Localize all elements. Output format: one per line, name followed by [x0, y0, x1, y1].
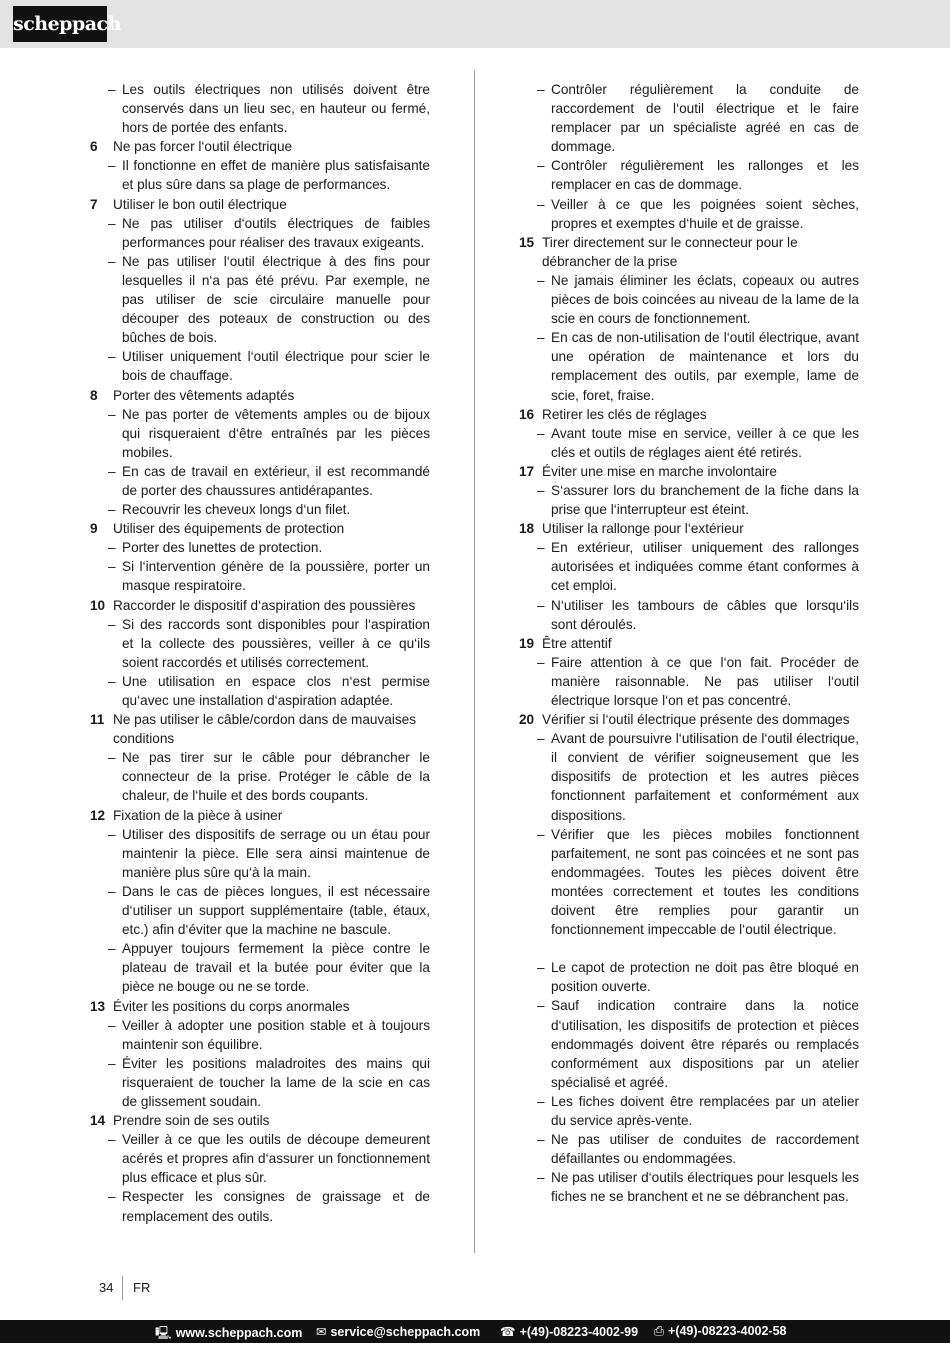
section-title: Ne pas forcer l‘outil électrique — [113, 139, 293, 155]
section-title: Utiliser des équipements de protection — [113, 521, 345, 537]
section-heading — [90, 710, 430, 748]
scheppach-logo: scheppach — [13, 6, 107, 42]
list-item-text: Veiller à ce que les outils de découpe demeurent acérés et propres afin d‘assurer un fonctionnement plus efficace et plus sûr. — [122, 1132, 430, 1186]
section-number: 18 — [519, 521, 535, 537]
section-title: Tirer directement sur le connecteur pour le débrancher de la prise — [542, 234, 798, 269]
list-item-text: Les outils électriques non utilisés doivent être conservés dans un lieu sec, en hauteur ou fermé, hors de portée des enfants. — [122, 82, 430, 136]
dash-bullet: – — [108, 826, 116, 842]
website-entry[interactable] — [155, 1324, 302, 1345]
section-title: Éviter une mise en marche involontaire — [542, 463, 777, 479]
list-item-text: Vérifier que les pièces mobiles fonctionnent parfaitement, ne sont pas coincées et ne sont pas endommagées. Toutes les pièces doivent être montées correctement et toutes les conditions doivent être remplies pour garantir un fonctionnement impeccable de l‘outil électrique. — [551, 826, 859, 938]
list-item — [519, 596, 859, 634]
section-title: Prendre soin de ses outils — [113, 1113, 270, 1129]
list-item — [519, 328, 859, 404]
dash-bullet: – — [537, 826, 545, 842]
list-item-text: Ne pas porter de vêtements amples ou de bijoux qui risqueraient d‘être entraînés par les pièces mobiles. — [122, 406, 430, 460]
section-number: 8 — [90, 387, 98, 403]
phone-text: +(49)-08223-4002-99 — [519, 1325, 639, 1339]
section-title: Porter des vêtements adaptés — [113, 387, 295, 403]
list-item — [90, 1054, 430, 1111]
phone-entry[interactable] — [500, 1324, 638, 1339]
list-item — [90, 252, 430, 347]
dash-bullet: – — [537, 654, 545, 670]
list-item — [519, 195, 859, 233]
page-number: 34 — [99, 1280, 114, 1295]
section-number: 10 — [90, 597, 106, 613]
list-item-text: En extérieur, utiliser uniquement des rallonges autorisées et indiquées comme étant conformes à cet emploi. — [551, 540, 859, 594]
section-number: 15 — [519, 234, 535, 250]
dash-bullet: – — [108, 1017, 116, 1033]
dash-bullet: – — [537, 196, 545, 212]
section-number: 6 — [90, 139, 98, 155]
list-item-text: Contrôler régulièrement les rallonges et les remplacer en cas de dommage. — [551, 158, 859, 193]
section-title: Fixation de la pièce à usiner — [113, 807, 283, 823]
section-title: Vérifier si l‘outil électrique présente des dommages — [542, 712, 850, 728]
dash-bullet: – — [537, 82, 545, 97]
section-heading — [90, 386, 430, 405]
list-item-text: En cas de non-utilisation de l‘outil électrique, avant une opération de maintenance et lors du remplacement des outils, par exemple, lame de scie, foret, fraise. — [551, 330, 859, 403]
list-item-text: Appuyer toujours fermement la pièce contre le plateau de travail et la butée pour éviter que la pièce ne bouge ou ne se torde. — [122, 941, 430, 995]
dash-bullet: – — [108, 1189, 116, 1205]
list-item-text: Veiller à ce que les poignées soient sèches, propres et exemptes d‘huile et de graisse. — [551, 196, 859, 231]
list-item-text: Recouvrir les cheveux longs d‘un filet. — [122, 502, 351, 518]
mail-icon: ✉ — [316, 1325, 327, 1339]
header-bar — [0, 0, 950, 48]
list-item — [90, 557, 430, 595]
computer-icon: 🖳 — [155, 1326, 172, 1340]
list-item-text: Veiller à adopter une position stable et à toujours maintenir son équilibre. — [122, 1017, 430, 1052]
section-number: 14 — [90, 1113, 106, 1129]
section-title: Retirer les clés de réglages — [542, 406, 707, 422]
section-heading — [90, 195, 430, 214]
list-item-text: Éviter les positions maladroites des mains qui risqueraient de toucher la lame de la scie en cas de glissement soudain. — [122, 1055, 430, 1109]
list-item-text: Une utilisation en espace clos n‘est permise qu‘avec une installation d‘aspiration adaptée. — [122, 673, 430, 708]
dash-bullet: – — [537, 998, 545, 1014]
section-number: 7 — [90, 196, 98, 212]
dash-bullet: – — [537, 482, 545, 498]
section-title: Utiliser la rallonge pour l‘extérieur — [542, 521, 744, 537]
list-item — [90, 882, 430, 939]
list-item-text: Sauf indication contraire dans la notice d‘utilisation, les dispositifs de protection et pièces endommagés doivent être réparés ou remplacés conformément aux dispositions par un atelier spécialisé et agréé. — [551, 998, 859, 1090]
list-item-text: Il fonctionne en effet de manière plus satisfaisante et plus sûre dans sa plage de performances. — [122, 158, 430, 193]
list-item-text: Si l‘intervention génère de la poussière, porter un masque respiratoire. — [122, 559, 430, 594]
website-text: www.scheppach.com — [175, 1326, 303, 1340]
list-item — [90, 156, 430, 194]
dash-bullet: – — [108, 1132, 116, 1148]
list-item — [90, 347, 430, 385]
contact-bar — [0, 1320, 950, 1343]
list-item-text: Avant toute mise en service, veiller à ce que les clés et outils de réglages aient été retirés. — [551, 425, 859, 460]
dash-bullet: – — [537, 330, 545, 346]
section-number: 20 — [519, 712, 535, 728]
list-item — [519, 156, 859, 194]
dash-bullet: – — [537, 272, 545, 288]
list-item-text: Utiliser uniquement l‘outil électrique pour scier le bois de chauffage. — [122, 349, 430, 384]
list-item-text: Ne pas tirer sur le câble pour débrancher le connecteur de la prise. Protéger le câble de la chaleur, de l‘huile et des bords coupants. — [122, 750, 430, 804]
section-heading — [90, 137, 430, 156]
dash-bullet: – — [108, 215, 116, 231]
list-item — [90, 939, 430, 996]
list-item — [90, 615, 430, 672]
section-number: 16 — [519, 406, 535, 422]
list-item-text: Utiliser des dispositifs de serrage ou un étau pour maintenir la pièce. Elle sera ainsi maintenue de manière plus sûre qu‘à la main. — [122, 826, 430, 880]
section-number: 13 — [90, 998, 106, 1014]
section-heading — [519, 634, 859, 653]
column-divider — [474, 70, 475, 1253]
fax-text: +(49)-08223-4002-58 — [668, 1324, 787, 1338]
section-heading — [519, 405, 859, 424]
list-item — [519, 729, 859, 824]
section-number: 9 — [90, 521, 98, 537]
dash-bullet: – — [108, 883, 116, 899]
section-heading — [519, 233, 859, 271]
list-item-text: Ne pas utiliser l‘outil électrique à des fins pour lesquelles il n‘a pas été prévu. Par exemple, ne pas utiliser de scie circulaire manuelle pour découper des poteaux de construction ou des bûches de bois. — [122, 253, 430, 346]
list-item — [90, 214, 430, 252]
list-item-text: S‘assurer lors du branchement de la fiche dans la prise que l‘interrupteur est éteint. — [551, 482, 859, 518]
list-item — [90, 672, 430, 710]
dash-bullet: – — [108, 559, 116, 575]
list-item — [519, 825, 859, 940]
left-column — [90, 80, 430, 1226]
dash-bullet: – — [537, 960, 545, 976]
list-item-text: Faire attention à ce que l‘on fait. Procéder de manière raisonnable. Ne pas utiliser l‘outil électrique lorsque l‘on et pas concentré. — [551, 654, 859, 708]
dash-bullet: – — [108, 1055, 116, 1071]
list-item — [519, 424, 859, 462]
list-item — [90, 1130, 430, 1187]
list-item — [519, 481, 859, 519]
section-title: Utiliser le bon outil électrique — [113, 196, 287, 212]
dash-bullet: – — [537, 597, 545, 613]
section-heading — [519, 519, 859, 538]
dash-bullet: – — [108, 82, 116, 97]
email-text: service@scheppach.com — [330, 1325, 481, 1339]
list-item — [90, 500, 430, 519]
list-item — [90, 825, 430, 882]
list-item-text: Si des raccords sont disponibles pour l‘aspiration et la collecte des poussières, veiller à ce qu‘ils soient raccordés et utilisés correctement. — [122, 616, 430, 670]
language-code: FR — [133, 1280, 151, 1295]
list-item-text: Ne pas utiliser de conduites de raccordement défaillantes ou endommagées. — [551, 1132, 859, 1167]
phone-icon: ☎ — [500, 1325, 516, 1339]
section-heading — [90, 1111, 430, 1130]
dash-bullet: – — [108, 540, 116, 556]
list-item — [90, 748, 430, 805]
list-item — [90, 538, 430, 557]
footer-divider — [122, 1276, 123, 1300]
section-heading — [519, 710, 859, 729]
list-item-text: Contrôler régulièrement la conduite de raccordement de l‘outil électrique et le faire remplacer par un spécialiste agréé en cas de dommage. — [551, 82, 859, 155]
section-number: 11 — [90, 712, 105, 728]
fax-icon: ⎙ — [654, 1324, 665, 1338]
list-item — [90, 80, 430, 137]
list-item-text: Dans le cas de pièces longues, il est nécessaire d‘utiliser un support supplémentaire (table, étaux, etc.) afin d‘éviter que la machine ne bascule. — [122, 883, 430, 938]
list-item — [519, 271, 859, 328]
dash-bullet: – — [108, 349, 116, 365]
section-heading — [519, 462, 859, 481]
section-heading — [90, 806, 430, 825]
list-item — [519, 80, 859, 156]
dash-bullet: – — [108, 253, 116, 269]
list-item — [90, 405, 430, 462]
list-item-text: Ne jamais éliminer les éclats, copeaux ou autres pièces de bois coincées au niveau de la lame de la scie en cours de fonctionnement. — [551, 272, 859, 327]
section-heading — [90, 997, 430, 1016]
list-item — [90, 462, 430, 500]
list-item-text: En cas de travail en extérieur, il est recommandé de porter des chaussures antidérapantes. — [122, 463, 430, 498]
list-item-text: Avant de poursuivre l‘utilisation de l‘outil électrique, il convient de vérifier soigneusement que les dispositifs de protection et les autres pièces fonctionnent parfaitement et conformément aux dispositions. — [551, 731, 859, 823]
section-number: 19 — [519, 635, 535, 651]
list-item — [519, 1130, 859, 1168]
section-title: Éviter les positions du corps anormales — [113, 998, 350, 1014]
email-entry[interactable] — [316, 1324, 480, 1339]
list-item-text: Le capot de protection ne doit pas être bloqué en position ouverte. — [551, 960, 859, 995]
list-item-text: Ne pas utiliser d‘outils électriques pour lesquels les fiches ne se branchent et ne se débranchent pas. — [551, 1170, 859, 1205]
list-item — [90, 1187, 430, 1225]
dash-bullet: – — [108, 406, 116, 422]
dash-bullet: – — [108, 502, 116, 518]
dash-bullet: – — [537, 425, 545, 441]
dash-bullet: – — [537, 540, 545, 556]
dash-bullet: – — [108, 673, 116, 689]
section-number: 12 — [90, 807, 106, 823]
list-item — [519, 538, 859, 595]
list-item — [519, 958, 859, 996]
list-item-text: Ne pas utiliser d‘outils électriques de faibles performances pour réaliser des travaux exigeants. — [122, 215, 430, 250]
dash-bullet: – — [537, 731, 545, 747]
section-title: Être attentif — [542, 635, 612, 651]
list-item — [519, 1092, 859, 1130]
section-title: Ne pas utiliser le câble/cordon dans de mauvaises conditions — [113, 712, 417, 747]
dash-bullet: – — [537, 1170, 545, 1186]
section-number: 17 — [519, 463, 535, 479]
right-column — [519, 80, 859, 1206]
section-heading — [90, 519, 430, 538]
blank-line — [519, 939, 859, 958]
dash-bullet: – — [108, 941, 116, 957]
list-item — [519, 1168, 859, 1206]
list-item — [519, 653, 859, 710]
dash-bullet: – — [537, 158, 545, 174]
dash-bullet: – — [108, 616, 116, 632]
list-item-text: Porter des lunettes de protection. — [122, 540, 323, 556]
list-item — [519, 996, 859, 1091]
list-item-text: Les fiches doivent être remplacées par un atelier du service après-vente. — [551, 1093, 859, 1128]
list-item — [90, 1016, 430, 1054]
dash-bullet: – — [108, 158, 116, 174]
list-item-text: Respecter les consignes de graissage et de remplacement des outils. — [122, 1189, 430, 1224]
fax-entry[interactable] — [654, 1324, 787, 1339]
section-heading — [90, 596, 430, 615]
section-title: Raccorder le dispositif d‘aspiration des poussières — [113, 597, 416, 613]
list-item-text: N‘utiliser les tambours de câbles que lorsqu‘ils sont déroulés. — [551, 597, 859, 632]
dash-bullet: – — [108, 463, 116, 479]
dash-bullet: – — [108, 750, 116, 766]
dash-bullet: – — [537, 1132, 545, 1148]
dash-bullet: – — [537, 1093, 545, 1109]
